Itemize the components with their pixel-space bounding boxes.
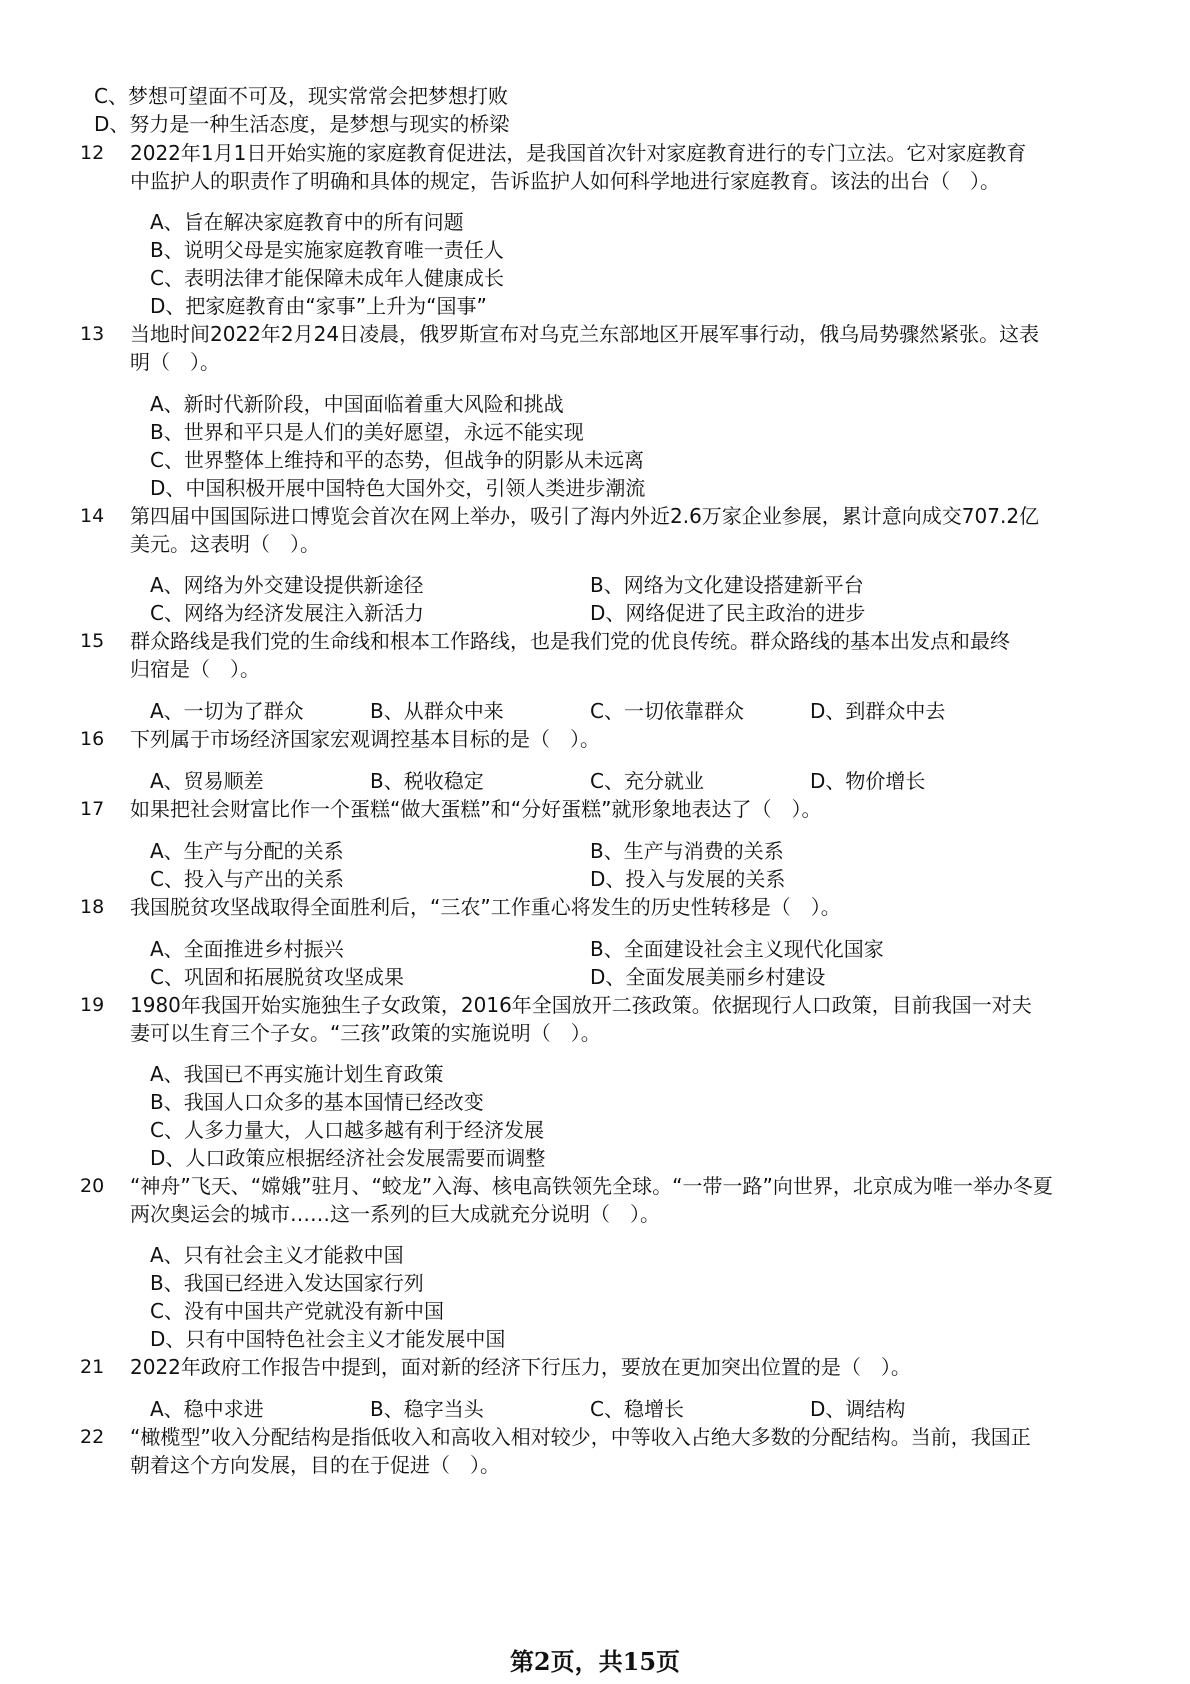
question-stem: 两次奥运会的城市……这一系列的巨大成就充分说明（ ）。 [130, 1202, 660, 1226]
option-c: C、投入与产出的关系 [150, 867, 344, 891]
question-number: 12 [80, 142, 105, 164]
question-number: 22 [80, 1426, 105, 1448]
question-stem: 美元。这表明（ ）。 [130, 532, 320, 556]
option-c: C、世界整体上维持和平的态势，但战争的阴影从未远离 [150, 448, 644, 472]
option-d: D、物价增长 [810, 769, 926, 793]
option-b: B、生产与消费的关系 [590, 839, 784, 863]
question-stem: 如果把社会财富比作一个蛋糕“做大蛋糕”和“分好蛋糕”就形象地表达了（ ）。 [130, 797, 822, 821]
question-stem: 中监护人的职责作了明确和具体的规定，告诉监护人如何科学地进行家庭教育。该法的出台（ ）。 [130, 169, 1000, 193]
option-b: B、说明父母是实施家庭教育唯一责任人 [150, 238, 504, 262]
question-number: 15 [80, 630, 105, 652]
question-number: 21 [80, 1356, 105, 1378]
option-c: C、巩固和拓展脱贫攻坚成果 [150, 965, 404, 989]
option-prev-c: C、梦想可望面不可及，现实常常会把梦想打败 [94, 84, 508, 108]
question-stem: 当地时间2022年2月24日凌晨，俄罗斯宣布对乌克兰东部地区开展军事行动，俄乌局势骤然紧张。这表 [130, 322, 1040, 346]
option-a: A、新时代新阶段，中国面临着重大风险和挑战 [150, 392, 564, 416]
question-number: 16 [80, 728, 105, 750]
option-b: B、稳字当头 [370, 1397, 484, 1421]
question-number: 14 [80, 505, 105, 527]
option-c: C、一切依靠群众 [590, 699, 744, 723]
option-prev-d: D、努力是一种生活态度，是梦想与现实的桥梁 [94, 112, 510, 136]
option-b: B、税收稳定 [370, 769, 484, 793]
question-number: 20 [80, 1175, 105, 1197]
option-a: A、生产与分配的关系 [150, 839, 344, 863]
question-stem: 明（ ）。 [130, 350, 220, 374]
option-a: A、网络为外交建设提供新途径 [150, 573, 424, 597]
question-stem: 朝着这个方向发展，目的在于促进（ ）。 [130, 1453, 500, 1477]
option-a: A、全面推进乡村振兴 [150, 937, 344, 961]
option-d: D、投入与发展的关系 [590, 867, 786, 891]
question-stem: 2022年政府工作报告中提到，面对新的经济下行压力，要放在更加突出位置的是（ ）。 [130, 1355, 911, 1379]
option-c: C、充分就业 [590, 769, 704, 793]
question-stem: “橄榄型”收入分配结构是指低收入和高收入相对较少，中等收入占绝大多数的分配结构。当前，我国正 [130, 1425, 1031, 1449]
question-stem: 2022年1月1日开始实施的家庭教育促进法，是我国首次针对家庭教育进行的专门立法。它对家庭教育 [130, 141, 1027, 165]
option-b: B、我国已经进入发达国家行列 [150, 1271, 424, 1295]
option-d: D、人口政策应根据经济社会发展需要而调整 [150, 1146, 546, 1170]
question-stem: 妻可以生育三个子女。“三孩”政策的实施说明（ ）。 [130, 1021, 601, 1045]
option-d: D、网络促进了民主政治的进步 [590, 601, 866, 625]
option-a: A、我国已不再实施计划生育政策 [150, 1062, 444, 1086]
question-number: 17 [80, 798, 105, 820]
option-c: C、稳增长 [590, 1397, 684, 1421]
option-c: C、表明法律才能保障未成年人健康成长 [150, 266, 504, 290]
question-number: 18 [80, 896, 105, 918]
option-c: C、没有中国共产党就没有新中国 [150, 1299, 444, 1323]
option-a: A、只有社会主义才能救中国 [150, 1243, 404, 1267]
option-a: A、稳中求进 [150, 1397, 264, 1421]
question-stem: “神舟”飞天、“嫦娥”驻月、“蛟龙”入海、核电高铁领先全球。“一带一路”向世界，北京成为唯一举办冬夏 [130, 1174, 1053, 1198]
option-c: C、网络为经济发展注入新活力 [150, 601, 424, 625]
option-d: D、到群众中去 [810, 699, 946, 723]
question-stem: 群众路线是我们党的生命线和根本工作路线，也是我们党的优良传统。群众路线的基本出发点和最终 [130, 629, 1010, 653]
option-d: D、调结构 [810, 1397, 906, 1421]
page-footer: 第2页，共15页 [509, 1647, 681, 1676]
option-d: D、把家庭教育由“家事”上升为“国事” [150, 294, 487, 318]
option-c: C、人多力量大，人口越多越有利于经济发展 [150, 1118, 544, 1142]
question-number: 13 [80, 323, 105, 345]
option-a: A、一切为了群众 [150, 699, 304, 723]
option-d: D、全面发展美丽乡村建设 [590, 965, 826, 989]
option-b: B、我国人口众多的基本国情已经改变 [150, 1090, 484, 1114]
option-d: D、只有中国特色社会主义才能发展中国 [150, 1327, 506, 1351]
option-a: A、旨在解决家庭教育中的所有问题 [150, 210, 464, 234]
question-stem: 归宿是（ ）。 [130, 657, 260, 681]
option-b: B、世界和平只是人们的美好愿望，永远不能实现 [150, 420, 584, 444]
option-b: B、网络为文化建设搭建新平台 [590, 573, 864, 597]
question-stem: 1980年我国开始实施独生子女政策，2016年全国放开二孩政策。依据现行人口政策，目前我国一对夫 [130, 993, 1032, 1017]
option-b: B、全面建设社会主义现代化国家 [590, 937, 884, 961]
option-b: B、从群众中来 [370, 699, 504, 723]
question-stem: 下列属于市场经济国家宏观调控基本目标的是（ ）。 [130, 727, 600, 751]
question-stem: 我国脱贫攻坚战取得全面胜利后，“三农”工作重心将发生的历史性转移是（ ）。 [130, 895, 841, 919]
option-d: D、中国积极开展中国特色大国外交，引领人类进步潮流 [150, 476, 646, 500]
question-number: 19 [80, 994, 105, 1016]
question-stem: 第四届中国国际进口博览会首次在网上举办，吸引了海内外近2.6万家企业参展，累计意向成交707.2亿 [130, 504, 1040, 528]
option-a: A、贸易顺差 [150, 769, 264, 793]
